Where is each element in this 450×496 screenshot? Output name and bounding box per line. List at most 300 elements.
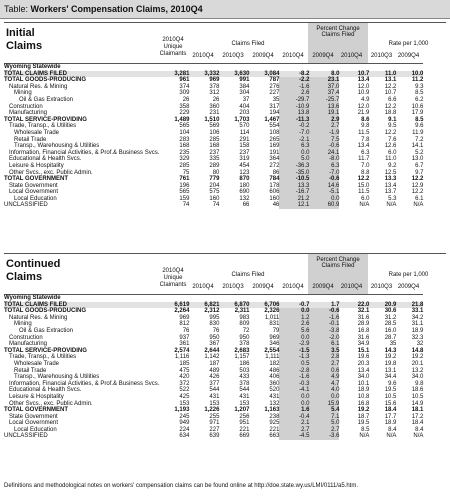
row-value: -2.0 — [309, 335, 339, 342]
row-value: 4.7 — [309, 381, 339, 388]
row-value: 8.5 — [415, 116, 424, 123]
section1-header — [4, 22, 446, 63]
row-value: 10.8 — [357, 393, 370, 400]
row-value: 0.6 — [309, 368, 339, 375]
row-value: 570 — [239, 123, 250, 130]
row-value: 329 — [179, 156, 190, 163]
row-value: 8.4 — [415, 426, 424, 433]
section2-pct-line: Percent Change — [316, 257, 360, 263]
row-value: 3,281 — [159, 71, 189, 78]
section2-row — [4, 335, 423, 342]
row-value: 14.9 — [411, 400, 424, 407]
section1-row — [4, 150, 423, 157]
section1-col-header: 2010Q4 — [340, 53, 363, 59]
table-title — [0, 0, 450, 19]
row-value: -7.0 — [309, 170, 339, 177]
row-value: 13.3 — [279, 183, 309, 190]
row-value: 231 — [209, 110, 220, 117]
section2-col-header: 2010Q4 — [192, 284, 214, 290]
row-value: 2,554 — [264, 347, 280, 354]
section2-row — [4, 401, 423, 408]
row-value: 31.6 — [357, 314, 370, 321]
row-value: 404 — [239, 103, 250, 110]
row-value: 544 — [239, 387, 250, 394]
row-value: 66 — [242, 202, 250, 209]
row-value: 11.0 — [369, 71, 396, 78]
row-label: Other Svcs., exc. Public Admin. — [9, 169, 93, 176]
row-value: -10.9 — [279, 104, 309, 111]
section1-statewide-label: Wyoming Statewide — [4, 64, 423, 71]
row-value: 32 — [416, 341, 424, 348]
section2-heading-line: Continued — [6, 258, 61, 270]
section2-row — [4, 420, 423, 427]
row-value: 237 — [239, 149, 250, 156]
row-value: 19.1 — [309, 110, 339, 117]
row-value: 406 — [269, 374, 280, 381]
row-value: 23.1 — [309, 77, 339, 84]
row-value: 809 — [239, 321, 250, 328]
row-value: -1.5 — [279, 348, 309, 355]
row-value: 28.5 — [384, 321, 397, 328]
row-value: 19.5 — [357, 420, 370, 427]
row-value: 431 — [209, 393, 220, 400]
row-value: 31.6 — [357, 334, 370, 341]
row-value: 12.9 — [411, 182, 424, 189]
row-value: 204 — [209, 182, 220, 189]
row-value: 830 — [209, 321, 220, 328]
row-value: 24.1 — [309, 150, 339, 157]
row-value: 6.3 — [361, 149, 370, 156]
row-value: 13.4 — [357, 367, 370, 374]
row-value: 8.0 — [309, 71, 339, 78]
row-label: TOTAL GOODS-PRODUCING — [4, 77, 87, 84]
row-value: 6,619 — [159, 302, 189, 309]
section2-heading-line: Claims — [6, 271, 43, 283]
row-value: -4.5 — [279, 433, 309, 440]
row-value: 6.3 — [279, 143, 309, 150]
row-value: 2,326 — [264, 308, 280, 315]
row-value: 11.9 — [412, 129, 424, 136]
row-value: -1.6 — [279, 374, 309, 381]
row-label: State Government — [9, 182, 58, 189]
row-value: 11.5 — [358, 189, 370, 196]
row-value: -2.1 — [279, 137, 309, 144]
row-value: 32.3 — [411, 334, 424, 341]
row-value: -0.4 — [279, 414, 309, 421]
row-value: 285 — [179, 162, 190, 169]
row-value: 153 — [239, 400, 250, 407]
row-value: 6.0 — [388, 149, 397, 156]
row-value: 12.1 — [279, 202, 309, 209]
row-value: -3.8 — [309, 328, 339, 335]
row-value: 191 — [269, 149, 280, 156]
section2-row — [4, 361, 423, 368]
row-value: 229 — [179, 110, 190, 117]
row-value: 0.0 — [279, 150, 309, 157]
row-value: 26 — [182, 96, 190, 103]
section2-claims-group: Claims Filed — [231, 272, 265, 278]
row-value: 937 — [179, 334, 190, 341]
row-value: 6.6 — [388, 96, 397, 103]
section1-row — [4, 84, 423, 91]
row-value: 132 — [239, 195, 250, 202]
row-value: 2.7 — [279, 427, 309, 434]
section1-row — [4, 202, 423, 209]
section2-col-header: 2010Q4 — [340, 284, 363, 290]
row-value: 360 — [269, 380, 280, 387]
row-value: 8.8 — [361, 169, 370, 176]
row-value: 221 — [269, 426, 280, 433]
row-value: 384 — [239, 83, 250, 90]
row-value: 1,116 — [174, 354, 190, 361]
row-label: Leisure & Hospitality — [9, 393, 64, 400]
row-value: 4.0 — [309, 387, 339, 394]
row-value: 12.2 — [384, 83, 397, 90]
section1-pct-group — [308, 26, 368, 38]
row-value: 2.6 — [279, 90, 309, 97]
row-value: 520 — [269, 387, 280, 394]
row-value: 1,510 — [204, 116, 220, 123]
row-value: 185 — [179, 360, 190, 367]
section1-row — [4, 90, 423, 97]
row-value: N/A — [413, 202, 424, 209]
row-value: 9.8 — [361, 123, 370, 130]
section2-unique-line: 2010Q4 — [162, 268, 184, 274]
section2-row — [4, 354, 423, 361]
row-value: 22.0 — [339, 302, 369, 309]
row-value: 2.7 — [309, 123, 339, 130]
row-value: 13.6 — [309, 104, 339, 111]
row-value: -0.3 — [279, 381, 309, 388]
row-value: 168 — [209, 143, 220, 150]
row-value: N/A — [413, 433, 424, 440]
row-value: -8.0 — [309, 156, 339, 163]
row-value: 2,311 — [234, 308, 250, 315]
row-value: 7.0 — [361, 162, 370, 169]
section2-unique-header — [158, 268, 188, 289]
row-value: 10.9 — [357, 90, 370, 97]
row-value: -29.7 — [279, 97, 309, 104]
row-value: 634 — [179, 433, 190, 440]
row-value: 1,207 — [234, 407, 250, 414]
section1-col-header: 2010Q4 — [192, 53, 214, 59]
row-label: TOTAL SERVICE-PROVIDING — [4, 347, 87, 354]
row-value: 13.4 — [357, 77, 370, 84]
section1-row — [4, 137, 423, 144]
row-value: 159 — [179, 195, 190, 202]
row-value: 2.7 — [309, 427, 339, 434]
row-value: 9.3 — [415, 83, 424, 90]
row-value: 1,467 — [264, 116, 280, 123]
row-value: 3,084 — [249, 71, 279, 78]
row-value: 431 — [269, 393, 280, 400]
row-label: Information, Financial Activities, & Prof.& Business Svcs. — [9, 149, 160, 156]
row-value: 80 — [212, 169, 220, 176]
row-value: 18.8 — [384, 110, 397, 117]
section2-row — [4, 394, 423, 401]
row-value: 158 — [239, 143, 250, 150]
section1-col-header: 2010Q3 — [222, 53, 244, 59]
row-label: TOTAL GOVERNMENT — [4, 176, 69, 183]
row-value: 13.0 — [411, 156, 424, 163]
row-value: 454 — [239, 162, 250, 169]
row-value: -5.1 — [309, 189, 339, 196]
row-value: 2,574 — [174, 347, 190, 354]
row-value: -0.6 — [309, 143, 339, 150]
row-value: 289 — [209, 162, 220, 169]
row-value: 21.2 — [279, 196, 309, 203]
row-value: N/A — [386, 433, 397, 440]
row-value: 6,870 — [219, 302, 249, 309]
row-value: 182 — [269, 360, 280, 367]
row-value: 34.0 — [411, 374, 424, 381]
row-value: 76 — [182, 327, 190, 334]
row-value: 10.1 — [357, 380, 370, 387]
row-value: 76 — [212, 327, 220, 334]
row-value: 565 — [179, 123, 190, 130]
row-value: 2,683 — [234, 347, 250, 354]
row-value: 9.6 — [388, 380, 397, 387]
row-value: 18.1 — [411, 407, 424, 414]
row-value: 14.1 — [411, 143, 424, 150]
row-value: 372 — [179, 380, 190, 387]
row-label: Educational & Health Svcs. — [9, 156, 82, 163]
section1-heading-line: Claims — [6, 40, 43, 52]
row-value: 9.8 — [415, 380, 424, 387]
row-value: 367 — [209, 341, 220, 348]
row-value: 1,163 — [264, 407, 280, 414]
row-value: 995 — [209, 314, 220, 321]
row-label: TOTAL CLAIMS FILED — [4, 71, 159, 78]
row-value: 13.4 — [357, 143, 370, 150]
row-value: 26 — [212, 96, 220, 103]
row-value: 14.6 — [309, 183, 339, 190]
row-value: 37.4 — [309, 90, 339, 97]
row-value: 12.2 — [411, 189, 424, 196]
section2-unique-line: Claimants — [159, 282, 187, 288]
section2-row — [4, 381, 423, 388]
row-label: Retail Trade — [14, 367, 47, 374]
row-value: 575 — [209, 189, 220, 196]
row-value: 991 — [239, 77, 250, 84]
row-value: 21.9 — [357, 110, 370, 117]
row-value: 312 — [209, 90, 220, 97]
row-value: 168 — [179, 143, 190, 150]
row-value: 486 — [269, 367, 280, 374]
row-value: -0.2 — [279, 123, 309, 130]
row-value: 812 — [179, 321, 190, 328]
row-value: 12.5 — [384, 169, 397, 176]
section1-table — [4, 63, 423, 209]
row-label: TOTAL GOVERNMENT — [4, 407, 69, 414]
row-value: 34.2 — [411, 314, 424, 321]
section1-row — [4, 97, 423, 104]
row-value: 361 — [179, 341, 190, 348]
row-value: 255 — [209, 413, 220, 420]
row-value: 5.4 — [309, 407, 339, 414]
section2-row — [4, 341, 423, 348]
row-value: 18.9 — [411, 327, 424, 334]
row-value: -0.1 — [309, 321, 339, 328]
row-value: 20.3 — [357, 360, 370, 367]
row-value: 10.5 — [384, 393, 397, 400]
section1-col-header: 2010Q4 — [282, 53, 304, 59]
row-label: Other Svcs., exc. Public Admin. — [9, 400, 93, 407]
section2-unique-line: Unique — [163, 275, 183, 281]
row-value: 309 — [179, 90, 190, 97]
section2-row — [4, 315, 423, 322]
row-value: 489 — [209, 367, 220, 374]
row-value: 969 — [269, 334, 280, 341]
row-value: 2.7 — [309, 361, 339, 368]
row-label: Wholesale Trade — [14, 360, 60, 367]
section2-col-header: 2010Q4 — [282, 284, 304, 290]
section1-row — [4, 196, 423, 203]
section1-statewide-row — [4, 64, 423, 71]
section1-row — [4, 183, 423, 190]
row-value: 13.2 — [411, 367, 424, 374]
row-label: Trade, Transp., & Utilities — [9, 354, 77, 361]
row-value: 0.0 — [279, 308, 309, 315]
section1-row — [4, 123, 423, 130]
row-label: Educational & Health Svcs. — [9, 387, 82, 394]
row-value: 378 — [209, 83, 220, 90]
row-value: 37.0 — [309, 84, 339, 91]
row-value: 0.5 — [279, 361, 309, 368]
row-value: 20.9 — [369, 302, 396, 309]
row-value: 378 — [239, 341, 250, 348]
row-label: Natural Res. & Mining — [9, 314, 68, 321]
section1-row — [4, 71, 423, 78]
row-value: 86 — [272, 169, 280, 176]
row-value: -10.5 — [279, 176, 309, 183]
row-value: 374 — [179, 83, 190, 90]
row-value: 35 — [389, 341, 397, 348]
row-value: 1,489 — [174, 116, 190, 123]
initial-claims-section — [4, 22, 446, 209]
row-value: 951 — [239, 420, 250, 427]
row-label: Local Education — [14, 426, 57, 433]
row-value: 9.2 — [388, 162, 397, 169]
row-value: 12.6 — [384, 143, 397, 150]
section1-col-header: 2009Q4 — [252, 53, 274, 59]
row-value: 12.2 — [411, 176, 424, 183]
row-value: 11.5 — [358, 129, 370, 136]
row-value: 160 — [269, 195, 280, 202]
row-value: 317 — [269, 103, 280, 110]
row-value: 949 — [179, 420, 190, 427]
row-value: 169 — [269, 143, 280, 150]
row-value: 1.2 — [279, 315, 309, 322]
row-value: 186 — [239, 360, 250, 367]
row-value: 283 — [179, 136, 190, 143]
row-value: 180 — [239, 182, 250, 189]
row-label: Local Education — [14, 195, 57, 202]
row-value: 2.9 — [309, 117, 339, 124]
row-value: 256 — [239, 413, 250, 420]
row-value: 3,332 — [189, 71, 219, 78]
row-value: 3.5 — [309, 348, 339, 355]
row-label: State Government — [9, 413, 58, 420]
row-label: TOTAL GOODS-PRODUCING — [4, 308, 87, 315]
row-value: 28.7 — [384, 334, 397, 341]
row-value: 178 — [269, 182, 280, 189]
row-value: 123 — [239, 169, 250, 176]
row-value: 784 — [269, 176, 280, 183]
row-value: 245 — [179, 413, 190, 420]
row-value: 10.7 — [384, 90, 397, 97]
row-value: 12.2 — [357, 176, 370, 183]
row-value: 569 — [209, 123, 220, 130]
row-value: 554 — [269, 123, 280, 130]
row-label: Retail Trade — [14, 136, 47, 143]
row-value: -2.2 — [279, 77, 309, 84]
row-value: 6.0 — [361, 195, 370, 202]
row-value: 9.1 — [388, 116, 397, 123]
row-value: 15.6 — [384, 400, 397, 407]
row-value: 475 — [179, 367, 190, 374]
row-value: 18.4 — [411, 420, 424, 427]
table-title-label: Table: — [4, 4, 29, 14]
row-value: 663 — [269, 433, 280, 440]
row-value: 196 — [179, 182, 190, 189]
row-value: 19.6 — [357, 354, 370, 361]
section2-row — [4, 433, 423, 440]
row-value: N/A — [359, 202, 370, 209]
row-value: -2.9 — [279, 341, 309, 348]
row-value: 12.0 — [357, 103, 370, 110]
row-value: 5.3 — [388, 195, 397, 202]
row-value: 8.4 — [388, 426, 397, 433]
row-label: Construction — [9, 103, 43, 110]
section1-row — [4, 163, 423, 170]
row-value: 5.2 — [415, 149, 424, 156]
section1-unique-line: 2010Q4 — [162, 37, 184, 43]
row-value: 0.0 — [309, 196, 339, 203]
section2-statewide-row — [4, 295, 423, 302]
row-value: 7.2 — [415, 136, 424, 143]
row-label: Leisure & Hospitality — [9, 162, 64, 169]
section1-row — [4, 104, 423, 111]
row-value: 9.5 — [388, 123, 397, 130]
section2-statewide-label: Wyoming Statewide — [4, 295, 423, 302]
section2-row — [4, 414, 423, 421]
row-value: 106 — [209, 129, 220, 136]
row-value: 565 — [179, 189, 190, 196]
row-value: 1,703 — [234, 116, 250, 123]
row-value: 34.9 — [357, 341, 370, 348]
row-value: 5.0 — [279, 156, 309, 163]
row-value: 17.9 — [411, 110, 424, 117]
row-value: 426 — [209, 374, 220, 381]
row-value: 16.0 — [384, 327, 397, 334]
row-value: 15.0 — [357, 182, 370, 189]
row-value: 8.5 — [415, 90, 424, 97]
row-value: 17.7 — [384, 413, 397, 420]
section2-pct-group — [308, 257, 368, 269]
section1-row — [4, 170, 423, 177]
row-value: 13.3 — [384, 176, 397, 183]
row-label: UNCLASSIFIED — [4, 433, 48, 440]
row-value: 11.2 — [412, 77, 424, 84]
row-label: Information, Financial Activities, & Prof.& Business Svcs. — [9, 380, 160, 387]
section1-pct-line: Percent Change — [316, 26, 360, 32]
section1-col-header: 2010Q3 — [370, 53, 393, 59]
row-value: 522 — [179, 387, 190, 394]
row-value: -3.6 — [309, 433, 339, 440]
row-value: -36.3 — [279, 163, 309, 170]
row-value: 4.9 — [361, 96, 370, 103]
